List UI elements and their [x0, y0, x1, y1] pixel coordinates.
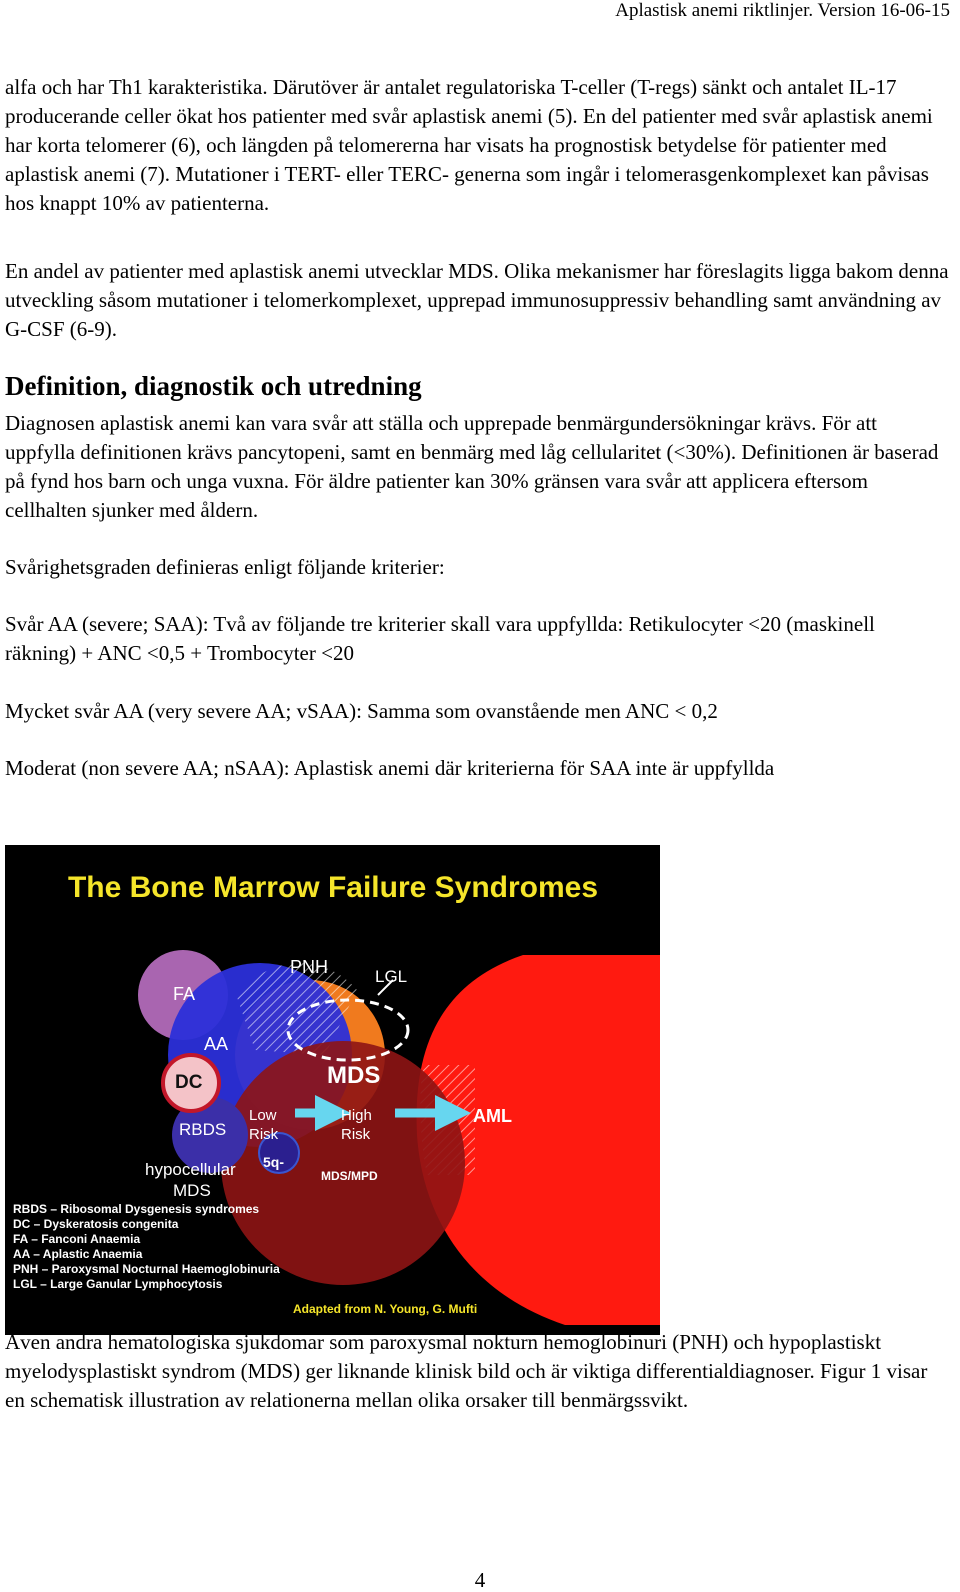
label-hypocellular: hypocellular [145, 1160, 236, 1179]
paragraph-mds-development: En andel av patienter med aplastisk anemi utvecklar MDS. Olika mekanismer har föreslagits ligga bakom denna utveckling såsom mutationer i telomerkomplexet, upprepad immunosuppressiv behandling samt användning av G-CSF (6-9). [5, 259, 949, 341]
paragraph-moderate-aa: Moderat (non severe AA; nSAA): Aplastisk anemi där kriterierna för SAA inte är uppfyllda [5, 756, 775, 780]
label-high-risk-2: Risk [341, 1126, 371, 1143]
label-rbds: RBDS [179, 1120, 227, 1139]
paragraph-severity-intro: Svårighetsgraden definieras enligt följande kriterier: [5, 555, 445, 579]
paragraph-diagnosis: Diagnosen aplastisk anemi kan vara svår att ställa och upprepade benmärgundersökningar krävs. För att uppfylla definitionen krävs pancytopeni, samt en benmärg med låg cellularitet (<30%). Definitionen är baserad på fynd hos barn och unga vuxna. För äldre patienter kan 30% gränsen vara svår att applicera eftersom cellhalten sjunker med åldern. [5, 411, 939, 522]
figure-title: The Bone Marrow Failure Syndromes [67, 871, 599, 904]
label-low-risk-1: Low [249, 1107, 277, 1124]
figure-credit: Adapted from N. Young, G. Mufti [293, 1302, 478, 1316]
legend-item: LGL – Large Ganular Lymphocytosis [13, 1277, 223, 1291]
legend-item: FA – Fanconi Anaemia [13, 1232, 141, 1246]
paragraph-severe-aa: Svår AA (severe; SAA): Två av följande tre kriterier skall vara uppfyllda: Retikulocyter <20 (maskinell räkning) + ANC <0,5 + Trombocyter <20 [5, 612, 875, 665]
label-dc: DC [175, 1072, 203, 1093]
section-heading: Definition, diagnostik och utredning [5, 371, 422, 401]
label-5q: 5q- [263, 1154, 284, 1170]
label-mds-mpd: MDS/MPD [321, 1169, 378, 1183]
label-mds: MDS [327, 1062, 381, 1089]
paragraph-very-severe-aa: Mycket svår AA (very severe AA; vSAA): Samma som ovanstående men ANC < 0,2 [5, 699, 718, 723]
label-hypocellular-mds: MDS [173, 1181, 211, 1200]
label-fa: FA [173, 984, 196, 1004]
running-header: Aplastisk anemi riktlinjer. Version 16-06-15 [615, 0, 950, 21]
label-lgl: LGL [375, 967, 408, 986]
legend-item: DC – Dyskeratosis congenita [13, 1217, 179, 1231]
label-pnh: PNH [290, 957, 329, 977]
bone-marrow-failure-figure [5, 845, 660, 1335]
page-number: 4 [474, 1568, 486, 1592]
legend-item: AA – Aplastic Anaemia [13, 1247, 143, 1261]
paragraph-differential: Även andra hematologiska sjukdomar som paroxysmal nokturn hemoglobinuri (PNH) och hypoplastiskt myelodysplastiskt syndrom (MDS) ger liknande klinisk bild och är viktiga differentialdiagnoser. Figur 1 visar en schematisk illustration av relationerna mellan olika orsaker till benmärgssvikt. [5, 1330, 928, 1412]
legend-item: PNH – Paroxysmal Nocturnal Haemoglobinuria [13, 1262, 280, 1276]
label-aml: AML [473, 1106, 512, 1126]
label-low-risk-2: Risk [249, 1126, 279, 1143]
label-high-risk-1: High [341, 1107, 372, 1124]
paragraph-telomeres: alfa och har Th1 karakteristika. Därutöver är antalet regulatoriska T-celler (T-regs) sänkt och antalet IL-17 producerande celler ökat hos patienter med svår aplastisk anemi (5). En del patienter med svår aplastisk anemi har korta telomerer (6), och längden på telomererna har visats ha prognostisk betydelse för patienter med aplastisk anemi (7). Mutationer i TERT- eller TERC- generna som ingår i telomerasgenkomplexet kan påvisas hos knappt 10% av patienterna. [5, 75, 933, 215]
label-aa: AA [204, 1034, 229, 1054]
legend-item: RBDS – Ribosomal Dysgenesis syndromes [13, 1202, 260, 1216]
venn-diagram [5, 845, 660, 1335]
